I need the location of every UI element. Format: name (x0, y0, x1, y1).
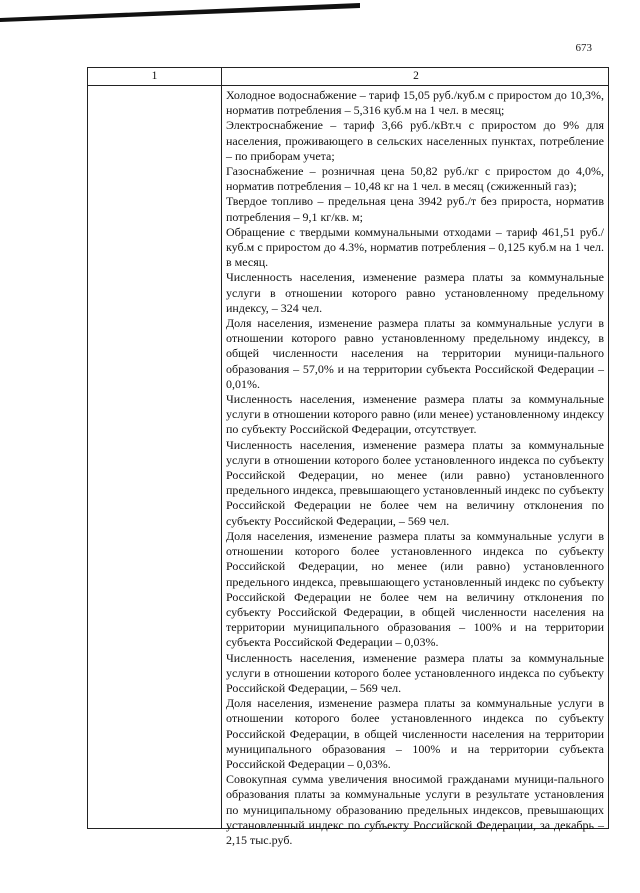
column-divider (221, 68, 222, 828)
paragraph-share-between-indices: Доля населения, изменение размера платы за коммунальные услуги в отношении которого более установленного индекса по субъекту Российской Федерации, но менее (или равно) установленного предельного индекса, превышающего установленный индекс по субъекту Российской Федерации не более чем на величину отклонения по субъекту Российской Федерации, в общей численности населения на территории муниципального образования – 100% и на территории субъекта Российской Федерации – 0,03%. (226, 528, 604, 650)
content-cell-col-2 (226, 88, 604, 848)
paragraph-solid-fuel: Твердое топливо – предельная цена 3942 руб./т без прироста, норматив потребления – 9,1 кг/кв. м; (226, 194, 604, 224)
paragraph-population-equal-or-less-regional: Численность населения, изменение размера платы за коммунальные услуги в отношении которого равно (или менее) установленному индексу по субъекту Российской Федерации, отсутствует. (226, 392, 604, 437)
header-col-2: 2 (413, 70, 419, 82)
paragraph-electricity: Электроснабжение – тариф 3,66 руб./кВт.ч с приростом до 9% для населения, проживающего в сельских населенных пунктах, потребление – по приборам учета; (226, 118, 604, 163)
page-number: 673 (575, 42, 592, 54)
paragraph-cold-water: Холодное водоснабжение – тариф 15,05 руб./куб.м с приростом до 10,3%, норматив потребления – 5,316 куб.м на 1 чел. в месяц; (226, 88, 604, 118)
paragraph-population-equal-limit: Численность населения, изменение размера платы за коммунальные услуги в отношении которого равно установленному предельному индексу, – 324 чел. (226, 270, 604, 315)
header-col-1: 1 (151, 70, 158, 82)
table-header-row (88, 68, 608, 86)
paragraph-waste: Обращение с твердыми коммунальными отходами – тариф 461,51 руб./куб.м с приростом до 4.3%, норматив потребления – 0,125 куб.м на 1 чел. в месяц. (226, 224, 604, 270)
scan-streak-mark (0, 0, 360, 22)
paragraph-share-above-regional: Доля населения, изменение размера платы за коммунальные услуги в отношении которого более установленного индекса по субъекту Российской Федерации, в общей численности населения на территории муниципального образования – 100% и на территории субъекта Российской Федерации – 0,03%. (226, 696, 604, 771)
paragraph-total-increase: Совокупная сумма увеличения вносимой гражданами муници-пального образования платы за коммунальные услуги в результате установления по муниципальному образованию предельных индексов, превышающих установленный индекс по субъекту Российской Федерации, за декабрь – 2,15 тыс.руб. (226, 772, 604, 847)
document-table (87, 67, 609, 847)
paragraph-share-equal-limit: Доля населения, изменение размера платы за коммунальные услуги в отношении которого равно установленному предельному индексу, в общей численности населения на территории муници-пального образования – 57,0% и на территории субъекта Российской Федерации – 0,01%. (226, 316, 604, 391)
paragraph-population-between-indices: Численность населения, изменение размера платы за коммунальные услуги в отношении которого более установленного индекса по субъекту Российской Федерации, но менее (или равно) установленного предельного индекса, превышающего установленный индекс по субъекту Российской Федерации не более чем на величину отклонения по субъекту Российской Федерации, – 569 чел. (226, 437, 604, 528)
paragraph-population-above-regional: Численность населения, изменение размера платы за коммунальные услуги в отношении которого более установленного индекса по субъекту Российской Федерации, – 569 чел. (226, 650, 604, 695)
paragraph-gas: Газоснабжение – розничная цена 50,82 руб./кг с приростом до 4,0%, норматив потребления – 10,48 кг на 1 чел. в месяц (сжиженный газ); (226, 164, 604, 194)
